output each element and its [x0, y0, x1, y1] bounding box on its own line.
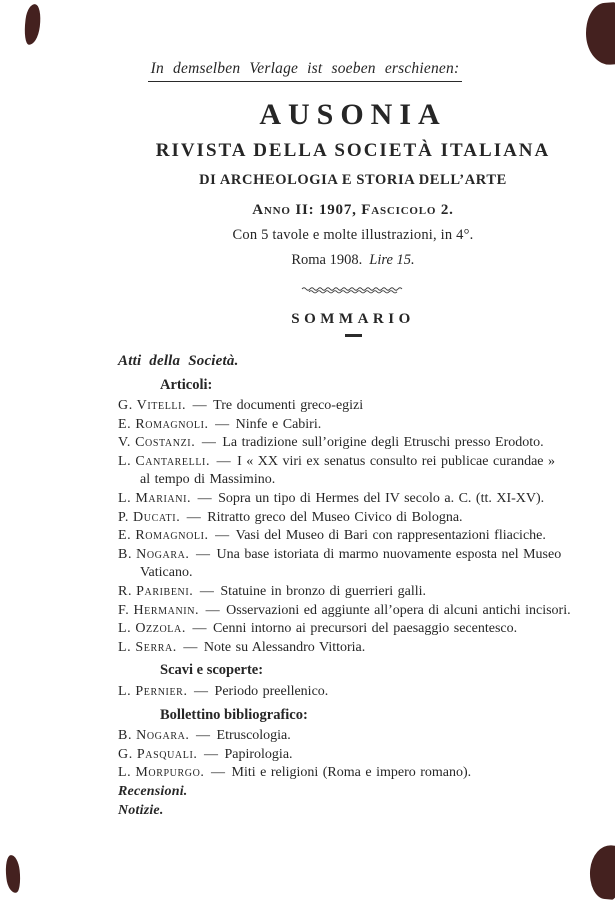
entry-author: L. Ozzola. — [118, 621, 186, 637]
summary-heading-dash — [345, 334, 362, 337]
journal-title: AUSONIA — [259, 98, 447, 131]
entry-author: L. Cantarelli. — [118, 453, 211, 469]
entry-title: Statuine in bronzo di guerrieri galli. — [220, 584, 427, 600]
sommario-entry — [118, 583, 588, 602]
entry-title: Vasi del Museo di Bari con rappresentazioni fliaciche. — [235, 528, 546, 544]
entry-author: P. Ducati. — [118, 509, 181, 525]
sommario-list — [118, 376, 588, 821]
sommario-entry — [118, 453, 588, 490]
edition-note: Con 5 tavole e molte illustrazioni, in 4°. — [232, 227, 474, 243]
sommario-section-heading: Bollettino bibliografico: — [160, 706, 308, 723]
entry-title: Periodo preellenico. — [214, 684, 329, 699]
entry-separator-dash: — — [207, 765, 229, 781]
entry-author: L. Pernier. — [118, 684, 188, 699]
entry-separator-dash: — — [200, 746, 222, 762]
sommario-section-heading: Scavi e scoperte: — [160, 662, 264, 679]
announcement-text: In demselben Verlage ist soeben erschienen: — [148, 60, 463, 82]
sommario-entry — [118, 620, 588, 639]
entry-author: E. Romagnoli. — [118, 528, 209, 544]
entry-title: Osservazioni ed aggiunte all’opera di alcuni antichi incisori. — [226, 602, 571, 618]
imprint-line — [118, 252, 588, 269]
entry-separator-dash: — — [192, 728, 214, 744]
entry-separator-dash: — — [179, 639, 201, 655]
entry-author: B. Nogara. — [118, 546, 190, 562]
scan-corner-mark-top-right — [584, 2, 615, 66]
entry-title: Ritratto greco del Museo Civico di Bologna. — [207, 509, 463, 525]
entry-author: G. Pasquali. — [118, 746, 198, 762]
announcement-line — [118, 60, 492, 82]
page-content — [118, 60, 588, 820]
entry-author: L. Mariani. — [118, 491, 192, 507]
imprint-text: Roma 1908. — [291, 252, 363, 268]
entry-separator-dash: — — [211, 528, 233, 544]
entry-title: Sopra un tipo di Hermes del IV secolo a. C. (tt. XI-XV). — [218, 491, 545, 507]
entry-title: Papirologia. — [224, 746, 293, 762]
entry-author: V. Costanzi. — [118, 435, 196, 451]
sommario-note: Notizie. — [118, 802, 164, 818]
divider-wrap — [118, 282, 588, 292]
summary-heading: SOMMARIO — [291, 311, 415, 327]
entry-title-continuation: al tempo di Massimino. — [140, 472, 276, 488]
scan-corner-mark-bottom-right — [588, 844, 615, 900]
entry-author: L. Serra. — [118, 639, 177, 655]
sommario-entry — [118, 397, 588, 416]
scan-corner-mark-bottom-left — [4, 854, 22, 893]
sommario-entry — [118, 434, 588, 453]
entry-author: F. Hermanin. — [118, 602, 200, 618]
sommario-entry — [118, 509, 588, 528]
journal-subtitle: RIVISTA DELLA SOCIETÀ ITALIANA — [155, 140, 551, 161]
sommario-entry — [118, 527, 588, 546]
entry-separator-dash: — — [183, 509, 205, 525]
sommario-section-heading: Articoli: — [160, 376, 213, 393]
sommario-entry — [118, 727, 588, 746]
entry-author: B. Nogara. — [118, 728, 190, 744]
sommario-entry — [118, 746, 588, 765]
entry-separator-dash: — — [213, 453, 235, 469]
sommario-entry — [118, 546, 588, 583]
sommario-entry — [118, 490, 588, 509]
entry-separator-dash: — — [211, 416, 233, 432]
scan-corner-mark-top-left — [23, 3, 43, 46]
entry-title: Una base istoriata di marmo nuovamente esposta nel Museo — [216, 546, 562, 562]
sommario-entry — [118, 602, 588, 621]
entry-separator-dash: — — [194, 491, 216, 507]
summary-lead: Atti della Società. — [118, 352, 239, 369]
entry-title: Miti e religioni (Roma e impero romano). — [231, 765, 472, 781]
squiggle-divider-icon — [301, 285, 405, 295]
sommario-entry — [118, 416, 588, 435]
entry-separator-dash: — — [202, 602, 224, 618]
entry-separator-dash: — — [188, 621, 210, 637]
entry-title: Ninfe e Cabiri. — [235, 416, 322, 432]
entry-separator-dash: — — [189, 398, 211, 414]
issue-line: Anno II: 1907, Fascicolo 2. — [252, 202, 454, 218]
sommario-note: Recensioni. — [118, 783, 188, 799]
sommario-entry — [118, 639, 588, 658]
entry-author: R. Paribeni. — [118, 584, 194, 600]
entry-title: Note su Alessandro Vittoria. — [203, 639, 366, 655]
entry-separator-dash: — — [198, 435, 220, 451]
entry-separator-dash: — — [190, 684, 212, 699]
entry-separator-dash: — — [192, 546, 214, 562]
entry-author: E. Romagnoli. — [118, 416, 209, 432]
journal-subtitle-secondary: DI ARCHEOLOGIA E STORIA DELL’ARTE — [199, 172, 507, 188]
entry-title: Tre documenti greco-egizi — [213, 398, 364, 414]
entry-author: G. Vitelli. — [118, 398, 187, 414]
sommario-entry — [118, 683, 588, 702]
entry-title: Cenni intorno ai precursori del paesaggio secentesco. — [212, 621, 518, 637]
entry-title: Etruscologia. — [216, 728, 291, 744]
entry-title: I « XX viri ex senatus consulto rei publicae curandae » — [237, 453, 555, 469]
entry-separator-dash: — — [196, 584, 218, 600]
entry-title: La tradizione sull’origine degli Etruschi presso Erodoto. — [222, 435, 544, 451]
price-text: Lire 15. — [369, 252, 415, 268]
masthead — [118, 98, 588, 337]
sommario-entry — [118, 764, 588, 783]
entry-author: L. Morpurgo. — [118, 765, 205, 781]
entry-title-continuation: Vaticano. — [140, 565, 193, 581]
